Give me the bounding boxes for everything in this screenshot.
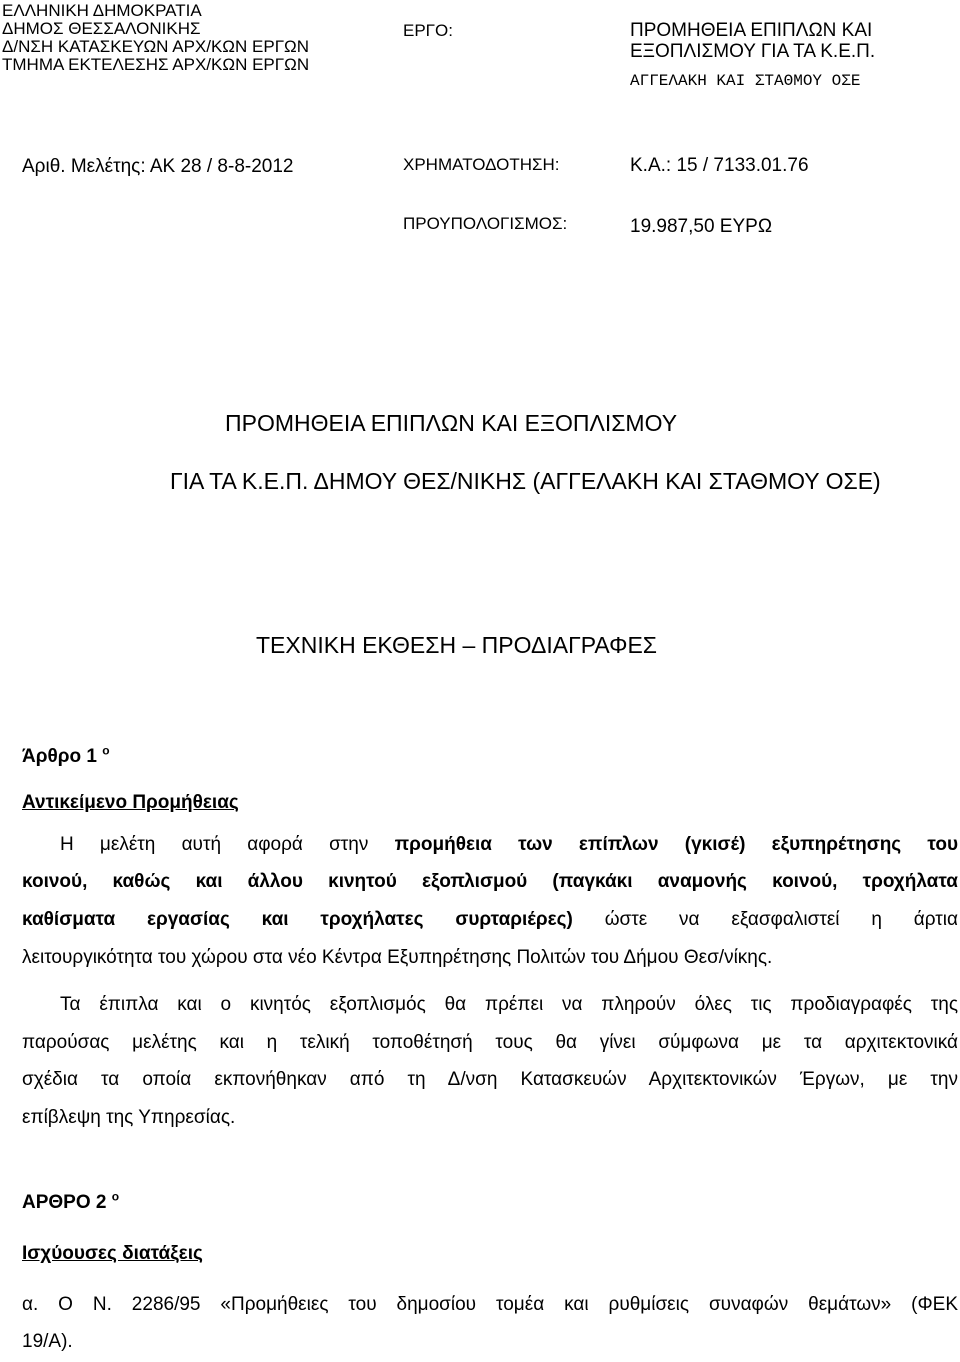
text-span: επίβλεψη της Υπηρεσίας. — [22, 1107, 236, 1128]
text-span: Η μελέτη αυτή αφορά στην — [60, 834, 369, 855]
text-span: σχέδια τα οποία εκπονήθηκαν από τη Δ/νση Κατασκευών Αρχιτεκτονικών Έργων, με την — [22, 1069, 958, 1090]
text-span: παρούσας μελέτης και η τελική τοποθέτησή τους θα γίνει σύμφωνα με τα αρχιτεκτονικά — [22, 1032, 958, 1053]
text-span: λειτουργικότητα του χώρου στα νέο Κέντρα Εξυπηρέτησης Πολιτών του Δήμου Θεσ/νίκης. — [22, 947, 773, 968]
text-span: 19/Α). — [22, 1331, 73, 1352]
article-2-heading-text: ΑΡΘΡΟ 2 — [22, 1192, 107, 1213]
issuer-line-4: ΤΜΗΜΑ ΕΚΤΕΛΕΣΗΣ ΑΡΧ/ΚΩΝ ΕΡΓΩΝ — [2, 55, 310, 74]
article-1-subheading: Αντικείμενο Προμήθειας — [22, 792, 239, 813]
issuer-block — [2, 2, 309, 74]
project-name — [630, 20, 875, 62]
funding-label: ΧΡΗΜΑΤΟΔΟΤΗΣΗ: — [403, 155, 560, 174]
article-1-sup: ο — [102, 743, 110, 758]
issuer-line-2: ΔΗΜΟΣ ΘΕΣΣΑΛΟΝΙΚΗΣ — [2, 19, 201, 38]
study-number: Αριθ. Μελέτης: ΑΚ 28 / 8-8-2012 — [22, 156, 294, 177]
paragraph-line — [60, 825, 958, 865]
bold-span: προμήθεια των επίπλων (γκισέ) εξυπηρέτησης του — [394, 834, 958, 855]
bold-span: καθίσματα εργασίας και τροχήλατες συρταριέρες) — [22, 909, 573, 930]
text-span: Τα έπιπλα και ο κινητός εξοπλισμός θα πρέπει να πληρούν όλες τις προδιαγραφές της — [60, 994, 958, 1015]
article-1-heading-text: Άρθρο 1 — [22, 746, 97, 767]
project-line-1: ΠΡΟΜΗΘΕΙΑ ΕΠΙΠΛΩΝ ΚΑΙ — [630, 20, 873, 41]
paragraph-line — [22, 1060, 958, 1100]
project-line-3: ΑΓΓΕΛΑΚΗ ΚΑΙ ΣΤΑΘΜΟΥ ΟΣΕ — [630, 72, 861, 90]
project-label: ΕΡΓΟ: — [403, 21, 453, 40]
paragraph-line — [22, 900, 958, 940]
funding-value: Κ.Α.: 15 / 7133.01.76 — [630, 155, 809, 176]
budget-value: 19.987,50 ΕΥΡΩ — [630, 216, 773, 237]
paragraph-line — [22, 938, 958, 978]
paragraph-line — [22, 1322, 958, 1362]
paragraph-line — [22, 1023, 958, 1063]
budget-label: ΠΡΟΥΠΟΛΟΓΙΣΜΟΣ: — [403, 214, 568, 233]
article-1-heading — [22, 743, 110, 768]
paragraph-line — [22, 1285, 958, 1325]
text-span: ώστε να εξασφαλιστεί η άρτια — [604, 909, 958, 930]
paragraph-line — [22, 1098, 958, 1138]
paragraph-line — [22, 862, 958, 902]
document-title-line-2: ΓΙΑ ΤΑ Κ.Ε.Π. ΔΗΜΟΥ ΘΕΣ/ΝΙΚΗΣ (ΑΓΓΕΛΑΚΗ ΚΑΙ ΣΤΑΘΜΟΥ ΟΣΕ) — [170, 468, 881, 494]
issuer-line-1: ΕΛΛΗΝΙΚΗ ΔΗΜΟΚΡΑΤΙΑ — [2, 1, 202, 20]
paragraph-line — [60, 985, 958, 1025]
document-subtitle: ΤΕΧΝΙΚΗ ΕΚΘΕΣΗ – ΠΡΟΔΙΑΓΡΑΦΕΣ — [256, 632, 658, 658]
bold-span: κοινού, καθώς και άλλου κινητού εξοπλισμού (παγκάκι αναμονής κοινού, τροχήλατα — [22, 871, 958, 892]
article-2-subheading: Ισχύουσες διατάξεις — [22, 1243, 203, 1264]
issuer-line-3: Δ/ΝΣΗ ΚΑΤΑΣΚΕΥΩΝ ΑΡΧ/ΚΩΝ ΕΡΓΩΝ — [2, 37, 310, 56]
article-2-heading — [22, 1189, 120, 1214]
document-title-line-1: ΠΡΟΜΗΘΕΙΑ ΕΠΙΠΛΩΝ ΚΑΙ ΕΞΟΠΛΙΣΜΟΥ — [225, 410, 678, 436]
text-span: α. Ο Ν. 2286/95 «Προμήθειες του δημοσίου τομέα και ρυθμίσεις συναφών θεμάτων» (ΦΕΚ — [22, 1294, 958, 1315]
article-2-sup: ο — [111, 1189, 120, 1204]
project-line-2: ΕΞΟΠΛΙΣΜΟΥ ΓΙΑ ΤΑ Κ.Ε.Π. — [630, 41, 876, 62]
